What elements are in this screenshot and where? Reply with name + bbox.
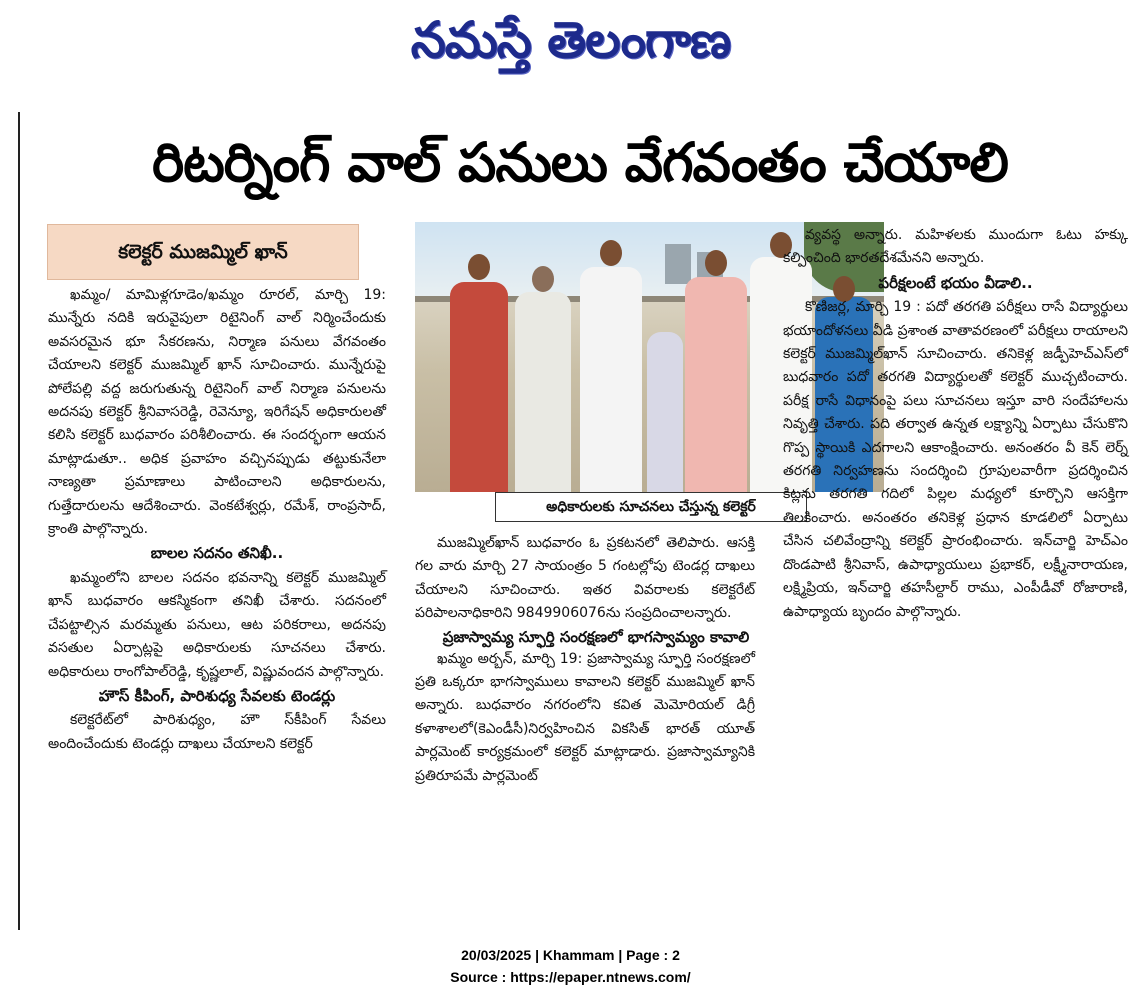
photo-caption: అధికారులకు సూచనలు చేస్తున్న కలెక్టర్	[495, 492, 807, 522]
photo-person	[647, 332, 683, 492]
article-column-1	[48, 284, 386, 756]
photo-building	[665, 244, 691, 284]
photo-person	[580, 267, 642, 492]
subheading: పరీక్షలంటే భయం వీడాలి..	[878, 273, 1033, 292]
paragraph: ఖమ్మం/ మామిళ్లగూడెం/ఖమ్మం రూరల్, మార్చి 19: మున్నేరు నదికి ఇరువైపులా రిటైనింగ్ వాల్ నిర్మించేందుకు అవసరమైన భూ సేకరణను, నిర్మాణ పనులు వేగవంతం చేయాలని కలెక్టర్ ముజమ్మిల్ ఖాన్ సూచించారు. మున్నేరుపై పోలేపల్లి వద్ద జరుగుతున్న రిటైనింగ్ వాల్ నిర్మాణ పనులను అదనపు కలెక్టర్ శ్రీనివాసరెడ్డి, రెవెన్యూ, ఇరిగేషన్ అధికారులతో కలిసి కలెక్టర్ బుధవారం పరిశీలించారు. ఈ సందర్భంగా ఆయన మాట్లాడుతూ.. అధిక ప్రవాహం వచ్చినప్పుడు తట్టుకునేలా నాణ్యతా ప్రమాణాలు పాటించాలని అధికారులను, గుత్తేదారులను ఆదేశించారు. వెంకటేశ్వర్లు, రమేశ్, రాంప్రసాద్, క్రాంతి పాల్గొన్నారు.	[48, 287, 386, 538]
photo-person-head	[600, 240, 622, 266]
paragraph: ముజమ్మిల్‌ఖాన్ బుధవారం ఓ ప్రకటనలో తెలిపారు. ఆసక్తి గల వారు మార్చి 27 సాయంత్రం 5 గంటల్లోపు టెండర్ల దాఖలు చేయాలని సూచించారు. ఇతర వివరాలకు కలెక్టరేట్ పరిపాలనాధికారిని 9849906076ను సంప్రదించాలన్నారు.	[415, 535, 755, 622]
article-column-3	[783, 224, 1128, 624]
page-footer	[0, 944, 1141, 988]
subheading: హౌస్ కీపింగ్, పారిశుధ్య సేవలకు టెండర్లు	[98, 686, 336, 705]
masthead-logo: నమస్తే తెలంగాణ	[410, 11, 731, 69]
paragraph: కలెక్టరేట్‌లో పారిశుధ్యం, హౌ స్‌కీపింగ్ సేవలు అందించేందుకు టెండర్లు దాఖలు చేయాలని కలెక్టర్	[48, 712, 386, 752]
photo-person	[515, 292, 571, 492]
photo-person-head	[705, 250, 727, 276]
paragraph: కొణిజర్ల, మార్చి 19 : పదో తరగతి పరీక్షలు రాసే విద్యార్థులు భయాందోళనలు వీడి ప్రశాంత వాతావరణంలో పరీక్షలు రాయాలని కలెక్టర్ ముజమ్మిల్‌ఖాన్ సూచించారు. తనికెళ్ల జడ్పీహెచ్ఎస్‌లో బుధవారం పదో తరగతి విద్యార్థులతో కలెక్టర్ ముచ్చటించారు. పరీక్ష రాసే విధానంపై పలు సూచనలు ఇస్తూ వారి సందేహాలను నివృత్తి చేశారు. పది తర్వాత ఉన్నత లక్ష్యాన్ని ఏర్పాటు చేసుకొని గొప్ప స్థాయికి ఎదగాలని ఆకాంక్షించారు. అనంతరం వీ కెన్ లెర్న్ తరగతి నిర్వహణను సందర్శించి గ్రూపులవారీగా ప్రదర్శించిన కిట్లను తరగతి గదిలో పిల్లల మధ్యలో కూర్చొని ఆసక్తిగా తిలకించారు. అనంతరం తనికెళ్ల ప్రధాన కూడలిలో ఏర్పాటు చేసిన చలివేంద్రాన్ని కలెక్టర్ ప్రారంభించారు. ఇన్‌చార్జి హెచ్‌ఎం దొండపాటి శ్రీనివాస్, ఉపాధ్యాయులు ప్రభాకర్, లక్ష్మీనారాయణ, లక్ష్మిప్రియ, ఇన్‌చార్జి తహసీల్దార్ రాము, ఎంపీడీవో రోజారాణి, ఉపాధ్యాయ బృందం పాల్గొన్నారు.	[783, 299, 1128, 620]
photo-person	[685, 277, 747, 492]
footer-source-line: Source : https://epaper.ntnews.com/	[450, 969, 691, 985]
subheading: బాలల సదనం తనిఖీ..	[150, 544, 284, 563]
headline: రిటర్నింగ్ వాల్ పనులు వేగవంతం చేయాలి	[152, 131, 1008, 194]
subheading: ప్రజాస్వామ్య స్ఫూర్తి సంరక్షణలో భాగస్వామ్యం కావాలి	[442, 627, 750, 646]
article-column-2	[415, 532, 755, 788]
byline-box: కలెక్టర్ ముజమ్మిల్ ఖాన్	[47, 224, 359, 280]
paragraph: వ్యవస్థ అన్నారు. మహిళలకు ముందుగా ఓటు హక్కు కల్పించింది భారతదేశమేనని అన్నారు.	[783, 227, 1128, 267]
photo-person-head	[468, 254, 490, 280]
photo-person	[450, 282, 508, 492]
paragraph: ఖమ్మం అర్బన్, మార్చి 19: ప్రజాస్వామ్య స్ఫూర్తి సంరక్షణలో ప్రతి ఒక్కరూ భాగస్వాములు కావాలని కలెక్టర్ ముజమ్మిల్ ఖాన్ అన్నారు. బుధవారం నగరంలోని కవిత మెమోరియల్ డిగ్రీ కళాశాలలో(కెఎండీసీ)నిర్వహించిన వికసిత్ భారత్ యూత్ పార్లమెంట్ కార్యక్రమంలో కలెక్టర్ మాట్లాడారు. ప్రజాస్వామ్యానికి ప్రతిరూపమే పార్లమెంట్	[415, 650, 755, 784]
paragraph: ఖమ్మంలోని బాలల సదనం భవనాన్ని కలెక్టర్ ముజమ్మిల్ ఖాన్ బుధవారం ఆకస్మికంగా తనిఖీ చేశారు. సదనంలో చేపట్టాల్సిన మరమ్మతు పనులు, ఆట పరికరాలు, అదనపు వసతుల ఏర్పాట్లపై అధికారులకు సూచనలు చేశారు. అధికారులు రాంగోపాల్‌రెడ్డి, కృష్ణలాల్, విష్ణువందన పాల్గొన్నారు.	[48, 569, 386, 680]
photo-person-head	[532, 266, 554, 292]
footer-date-line: 20/03/2025 | Khammam | Page : 2	[461, 947, 680, 963]
